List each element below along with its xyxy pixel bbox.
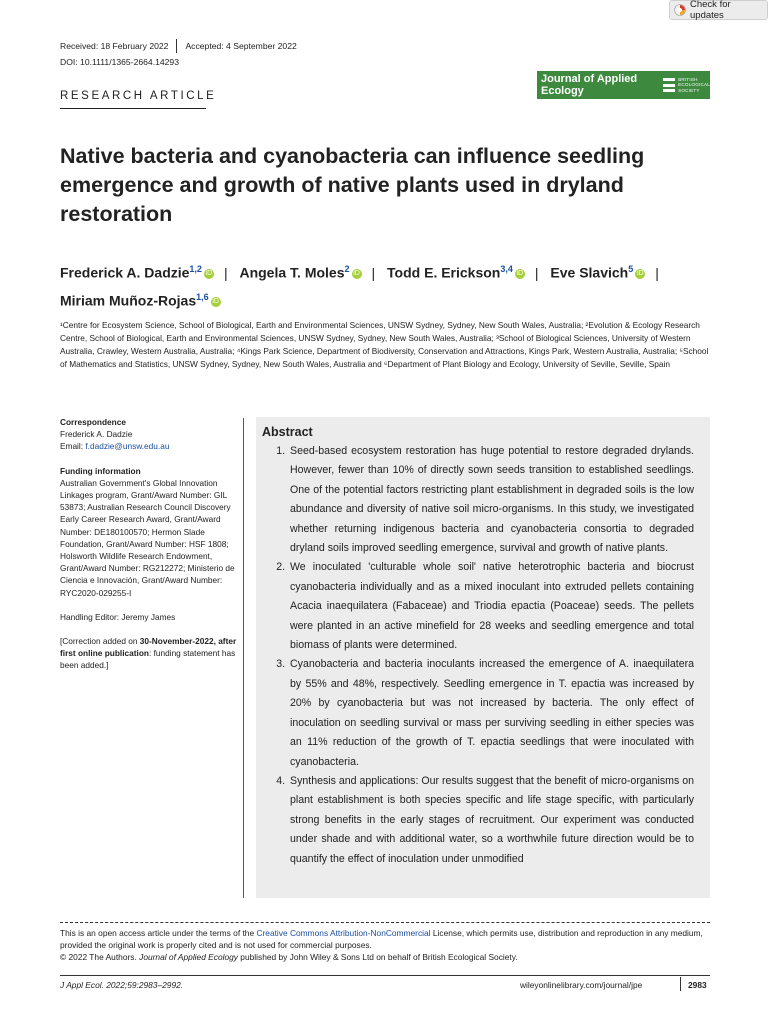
society-logo	[663, 76, 710, 94]
author-name[interactable]: Frederick A. Dadzie	[60, 264, 190, 281]
article-title: Native bacteria and cyanobacteria can influence seedling emergence and growth of native plants used in dryland restoration	[60, 144, 645, 226]
footer-divider	[60, 922, 710, 923]
author-name[interactable]: Eve Slavich	[550, 264, 629, 281]
received-date: Received: 18 February 2022	[60, 41, 169, 51]
author-separator: |	[371, 264, 376, 281]
author-list	[60, 257, 710, 312]
author-separator: |	[223, 264, 228, 281]
abstract-item: 2. We inoculated 'culturable whole soil' native heterotrophic bacteria and biocrust cyanobacteria individually and as a mixed inoculant into extruded pellets containing Acacia inaequilatera (Fabaceae) and Triodia epactia (Poaceae) seeds. The pellets were planted in an active minefield for 28 weeks and seedling emergence and total biomass of plants were determined.	[288, 558, 694, 655]
correspondence-block	[60, 416, 238, 453]
author-separator: |	[655, 264, 659, 281]
orcid-icon[interactable]: iD	[205, 269, 213, 277]
page-number-separator	[680, 977, 681, 991]
orcid-icon[interactable]: iD	[353, 269, 360, 277]
date-separator	[176, 39, 177, 53]
update-badge-icon	[674, 4, 686, 16]
doi[interactable]: DOI: 10.1111/1365-2664.14293	[60, 57, 179, 67]
orcid-icon[interactable]: iD	[516, 269, 524, 277]
check-for-updates-button[interactable]	[669, 0, 768, 20]
affiliations: ¹Centre for Ecosystem Science, School of Biological, Earth and Environmental Sciences, UNSW Sydney, Sydney, New South Wales, Australia; ²Evolution & Ecology Research Centre, School of Biological, Earth and Environmental Sciences, UNSW Sydney, Sydney, New South Wales, Australia; ³School of Biological Sciences, University of Western Australia, Crawley, Western Australia, Australia; ⁴Kings Park Science, Department of Biodiversity, Conservation and Attractions, Kings Park, Western Australia, Australia; ⁵School of Mathematics and Statistics, UNSW Sydney, Sydney, New South Wales, Australia and ⁶Department of Plant Biology and Ecology, University of Seville, Seville, Spain	[60, 320, 709, 369]
orcid-icon[interactable]: iD	[636, 269, 644, 277]
correspondence-name: Frederick A. Dadzie	[60, 429, 133, 440]
abstract-box	[256, 417, 710, 898]
page-number: 2983	[688, 980, 707, 990]
author-affiliation-sup: 2	[344, 264, 350, 274]
correction-note: [Correction added on 30-November-2022, after first online publication: funding statement has been added.]	[60, 636, 237, 671]
author-name[interactable]: Angela T. Moles	[239, 264, 345, 281]
article-sidebar	[60, 416, 238, 684]
citation: J Appl Ecol. 2022;59:2983–2992.	[60, 980, 184, 990]
column-divider	[243, 418, 244, 898]
abstract-list	[262, 442, 694, 869]
society-logo-text: BRITISH ECOLOGICAL SOCIETY	[678, 76, 710, 93]
abstract-heading: Abstract	[262, 425, 313, 439]
orcid-icon[interactable]: iD	[212, 297, 219, 305]
abstract-item: 1. Seed-based ecosystem restoration has huge potential to restore degraded drylands. However, fewer than 10% of directly sown seeds transition to established seedlings. One of the potential factors restricting plant establishment in degraded soils is the low abundance and diversity of native soil micro-organisms. In this study, we investigated whether returning indigenous bacteria and cyanobacteria consortia to degraded dryland soils improved seedling emergence, survival and growth of native plants.	[288, 442, 694, 558]
author-affiliation-sup: 5	[628, 264, 634, 274]
author-affiliation-sup: 1,2	[189, 264, 202, 274]
email-link[interactable]: f.dadzie@unsw.edu.au	[85, 441, 170, 452]
check-for-updates-label: Check for updates	[690, 0, 731, 21]
license-text: This is an open access article under the terms of the Creative Commons Attribution-NonCommercial License, which permits use, distribution and reproduction in any medium, provided the original work is properly cited and is not used for commercial purposes. © 2022 The Authors. Journal of Applied Ecology published by John Wiley & Sons Ltd on behalf of British Ecological Society.	[60, 928, 703, 962]
page-footer-rule	[60, 975, 710, 976]
abstract-item: 4. Synthesis and applications: Our results suggest that the benefit of micro-organisms on plant establishment is both species specific and life stage specific, with particularly strong benefits in the early stages of recruitment. Our experiment was conducted under shade and with additional water, so a worthwhile future direction would be to quantify the effect of inoculation under unmodified	[288, 772, 694, 869]
journal-url[interactable]: wileyonlinelibrary.com/journal/jpe	[520, 980, 643, 990]
author-affiliation-sup: 3,4	[500, 264, 513, 274]
article-dates	[60, 39, 297, 53]
journal-name: Journal of Applied Ecology	[541, 73, 638, 97]
author-separator: |	[534, 264, 539, 281]
funding-heading: Funding information	[60, 465, 141, 476]
funding-block	[60, 465, 238, 599]
journal-banner[interactable]	[537, 71, 710, 99]
society-logo-mark	[663, 76, 675, 94]
accepted-date: Accepted: 4 September 2022	[185, 41, 297, 51]
author-affiliation-sup: 1,6	[196, 291, 209, 302]
article-type-underline	[60, 108, 206, 109]
correspondence-heading: Correspondence	[60, 417, 126, 427]
author-name[interactable]: Miriam Muñoz-Rojas	[60, 292, 197, 309]
license-link[interactable]: Creative Commons Attribution-NonCommercial	[256, 928, 431, 938]
article-type: RESEARCH ARTICLE	[60, 90, 217, 102]
handling-editor: Handling Editor: Jeremy James	[60, 611, 176, 622]
author-name[interactable]: Todd E. Erickson	[387, 264, 501, 281]
abstract-item: 3. Cyanobacteria and bacteria inoculants increased the emergence of A. inaequilatera by 55% and 48%, respectively. Seedling emergence in T. epactia was increased by 20% by cyanobacteria but was not increased by bacteria. The only effect of inoculation on seedling survival or mass per surviving seedling in either species was an 11% reduction of the growth of T. epactia seedlings that were inoculated with cyanobacteria.	[288, 655, 694, 771]
funding-text: Australian Government's Global Innovation Linkages program, Grant/Award Number: GIL 53873; Australian Research Council Discovery Early Career Research Award, Grant/Award Number: DE180100570; Hermon Slade Foundation, Grant/Award Number: HSF 1808; Holsworth Wildlife Research Endowment, Grant/Award Number: RG212272; Ministerio de Ciencia e Innovación, Grant/Award Number: RYC2020-029255-I	[60, 477, 235, 598]
correspondence-email-line: Email: f.dadzie@unsw.edu.au	[60, 441, 170, 452]
